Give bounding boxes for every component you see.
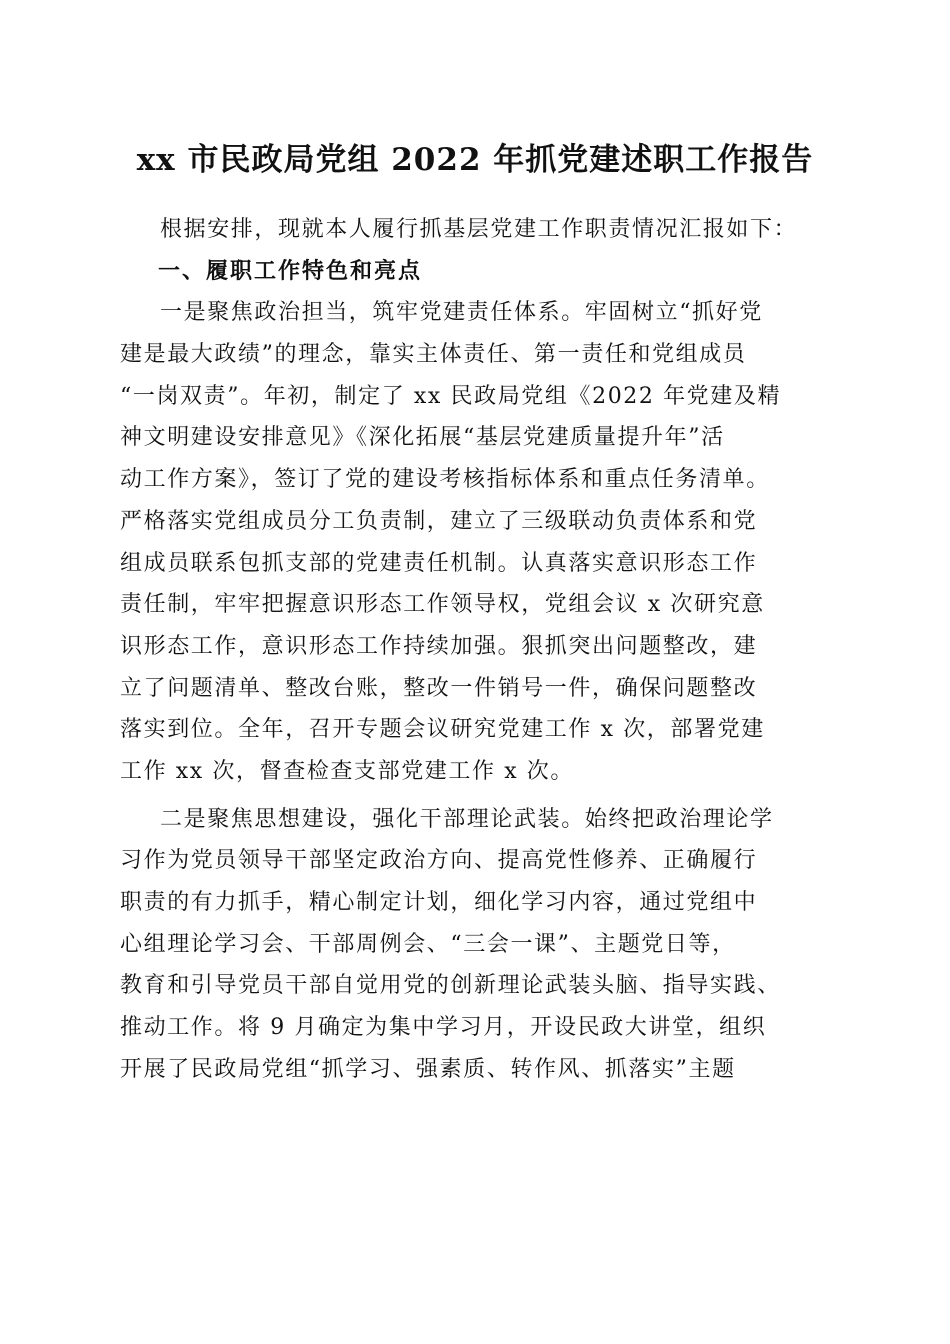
section-heading: 一、履职工作特色和亮点 bbox=[158, 257, 423, 284]
paragraph-line: 教育和引导党员干部自觉用党的创新理论武装头脑、指导实践、 bbox=[120, 973, 781, 999]
paragraph-line: 组成员联系包抓支部的党建责任机制。认真落实意识形态工作 bbox=[120, 550, 758, 576]
document-title: xx 市民政局党组 2022 年抓党建述职工作报告 bbox=[136, 142, 814, 178]
paragraph-line: 落实到位。全年，召开专题会议研究党建工作 x 次，部署党建 bbox=[120, 717, 765, 743]
document-body bbox=[120, 209, 835, 1090]
paragraph-line: 识形态工作，意识形态工作持续加强。狠抓突出问题整改，建 bbox=[120, 633, 758, 659]
paragraph-line: “一岗双责”。年初，制定了 xx 民政局党组《2022 年党建及精 bbox=[120, 383, 782, 409]
paragraph-line: 推动工作。将 9 月确定为集中学习月，开设民政大讲堂，组织 bbox=[120, 1015, 767, 1041]
paragraph-line: 职责的有力抓手，精心制定计划，细化学习内容，通过党组中 bbox=[120, 890, 758, 915]
paragraph-line: 开展了民政局党组“抓学习、强素质、转作风、抓落实”主题 bbox=[120, 1056, 736, 1082]
paragraph-line: 习作为党员领导干部坚定政治方向、提高党性修养、正确履行 bbox=[120, 848, 758, 874]
intro-line: 根据安排，现就本人履行抓基层党建工作职责情况汇报如下： bbox=[160, 217, 798, 242]
paragraph-line: 神文明建设安排意见》《深化拓展“基层党建质量提升年”活 bbox=[120, 425, 725, 451]
paragraph-line: 工作 xx 次，督查检查支部党建工作 x 次。 bbox=[120, 758, 574, 784]
paragraph-line: 动工作方案》，签订了党的建设考核指标体系和重点任务清单。 bbox=[120, 467, 770, 493]
paragraph-line: 一是聚焦政治担当，筑牢党建责任体系。牢固树立“抓好党 bbox=[160, 300, 763, 326]
paragraph-line: 二是聚焦思想建设，强化干部理论武装。始终把政治理论学 bbox=[160, 806, 774, 832]
paragraph-line: 责任制，牢牢把握意识形态工作领导权，党组会议 x 次研究意 bbox=[120, 592, 765, 618]
paragraph-line: 心组理论学习会、干部周例会、“三会一课”、主题党日等， bbox=[120, 931, 736, 957]
paragraph-2 bbox=[120, 799, 835, 1091]
paragraph-1 bbox=[120, 292, 835, 792]
paragraph-line: 严格落实党组成员分工负责制，建立了三级联动负责体系和党 bbox=[120, 508, 758, 534]
paragraph-line: 建是最大政绩”的理念，靠实主体责任、第一责任和党组成员 bbox=[120, 342, 747, 368]
paragraph-line: 立了问题清单、整改台账，整改一件销号一件，确保问题整改 bbox=[120, 675, 758, 701]
